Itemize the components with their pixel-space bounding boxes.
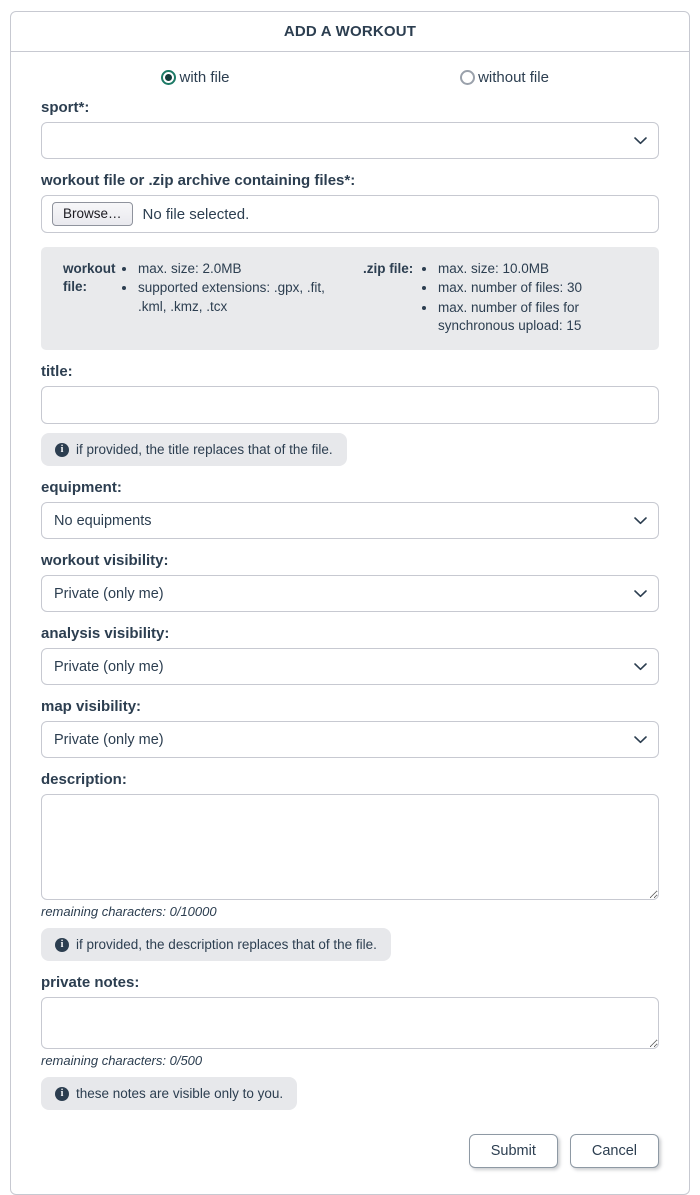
sport-label: sport*: [41, 99, 90, 116]
limit-item: • max. size: 2.0MB [137, 260, 351, 278]
description-info-note [41, 928, 391, 961]
zip-file-limits-list [415, 260, 651, 336]
chevron-down-icon [634, 517, 647, 525]
private-notes-textarea[interactable] [41, 997, 659, 1049]
sport-select[interactable] [41, 122, 659, 159]
info-icon: i [55, 443, 69, 457]
analysis-visibility-select-value: Private (only me) [54, 658, 164, 675]
form-actions [41, 1134, 659, 1168]
cancel-button[interactable]: Cancel [570, 1134, 659, 1168]
workout-file-limits-list [115, 260, 351, 336]
limit-item: • supported extensions: .gpx, .fit, .kml, .kmz, .tcx [137, 279, 351, 316]
workout-visibility-select-value: Private (only me) [54, 585, 164, 602]
title-label: title: [41, 363, 73, 381]
map-visibility-select-value: Private (only me) [54, 731, 164, 748]
title-note-text: if provided, the title replaces that of the file. [76, 442, 333, 458]
add-workout-card [10, 11, 690, 1195]
map-visibility-select[interactable] [41, 721, 659, 758]
chevron-down-icon [634, 736, 647, 744]
description-label: description: [41, 771, 127, 789]
equipment-select[interactable] [41, 502, 659, 539]
info-icon: i [55, 938, 69, 952]
zip-file-limits-label: .zip file: [363, 261, 414, 276]
workout-file-limits-label: workout file: [63, 261, 116, 295]
equipment-label: equipment: [41, 479, 122, 497]
workout-file-limits [51, 260, 351, 336]
analysis-visibility-select[interactable] [41, 648, 659, 685]
private-notes-note-text: these notes are visible only to you. [76, 1086, 284, 1102]
limit-item: • max. number of files: 30 [437, 279, 651, 297]
radio-unselected-icon[interactable] [460, 70, 475, 85]
analysis-visibility-label: analysis visibility: [41, 625, 170, 643]
description-textarea[interactable] [41, 794, 659, 900]
radio-with-file-label: with file [179, 69, 230, 86]
workout-file-label: workout file or .zip archive containing files*: [41, 172, 356, 189]
private-notes-label: private notes: [41, 974, 140, 992]
radio-selected-icon[interactable] [161, 70, 176, 85]
private-notes-info-note [41, 1077, 297, 1110]
workout-visibility-select[interactable] [41, 575, 659, 612]
radio-without-file-label: without file [478, 69, 549, 86]
info-icon: i [55, 1087, 69, 1101]
submit-button[interactable]: Submit [469, 1134, 558, 1168]
page-title: ADD A WORKOUT [11, 12, 689, 52]
chevron-down-icon [634, 590, 647, 598]
workout-file-input[interactable] [41, 195, 659, 233]
title-input[interactable] [41, 386, 659, 424]
zip-file-limits [351, 260, 651, 336]
file-limits-info-box [41, 247, 659, 350]
description-note-text: if provided, the description replaces that of the file. [76, 937, 377, 953]
file-status-text: No file selected. [142, 205, 250, 223]
private-notes-remaining-characters: remaining characters: 0/500 [41, 1053, 203, 1069]
description-remaining-characters: remaining characters: 0/10000 [41, 904, 217, 920]
map-visibility-label: map visibility: [41, 698, 142, 716]
limit-item: • max. number of files for synchronous upload: 15 [437, 299, 651, 336]
chevron-down-icon [634, 663, 647, 671]
workout-type-radio-group [41, 69, 659, 86]
title-info-note [41, 433, 347, 466]
browse-button[interactable]: Browse… [52, 202, 133, 226]
form-body [11, 52, 689, 1194]
radio-option-with-file[interactable] [41, 69, 350, 86]
equipment-select-value: No equipments [54, 512, 152, 529]
radio-option-without-file[interactable] [350, 69, 659, 86]
chevron-down-icon [634, 137, 647, 145]
limit-item: • max. size: 10.0MB [437, 260, 651, 278]
workout-visibility-label: workout visibility: [41, 552, 169, 570]
